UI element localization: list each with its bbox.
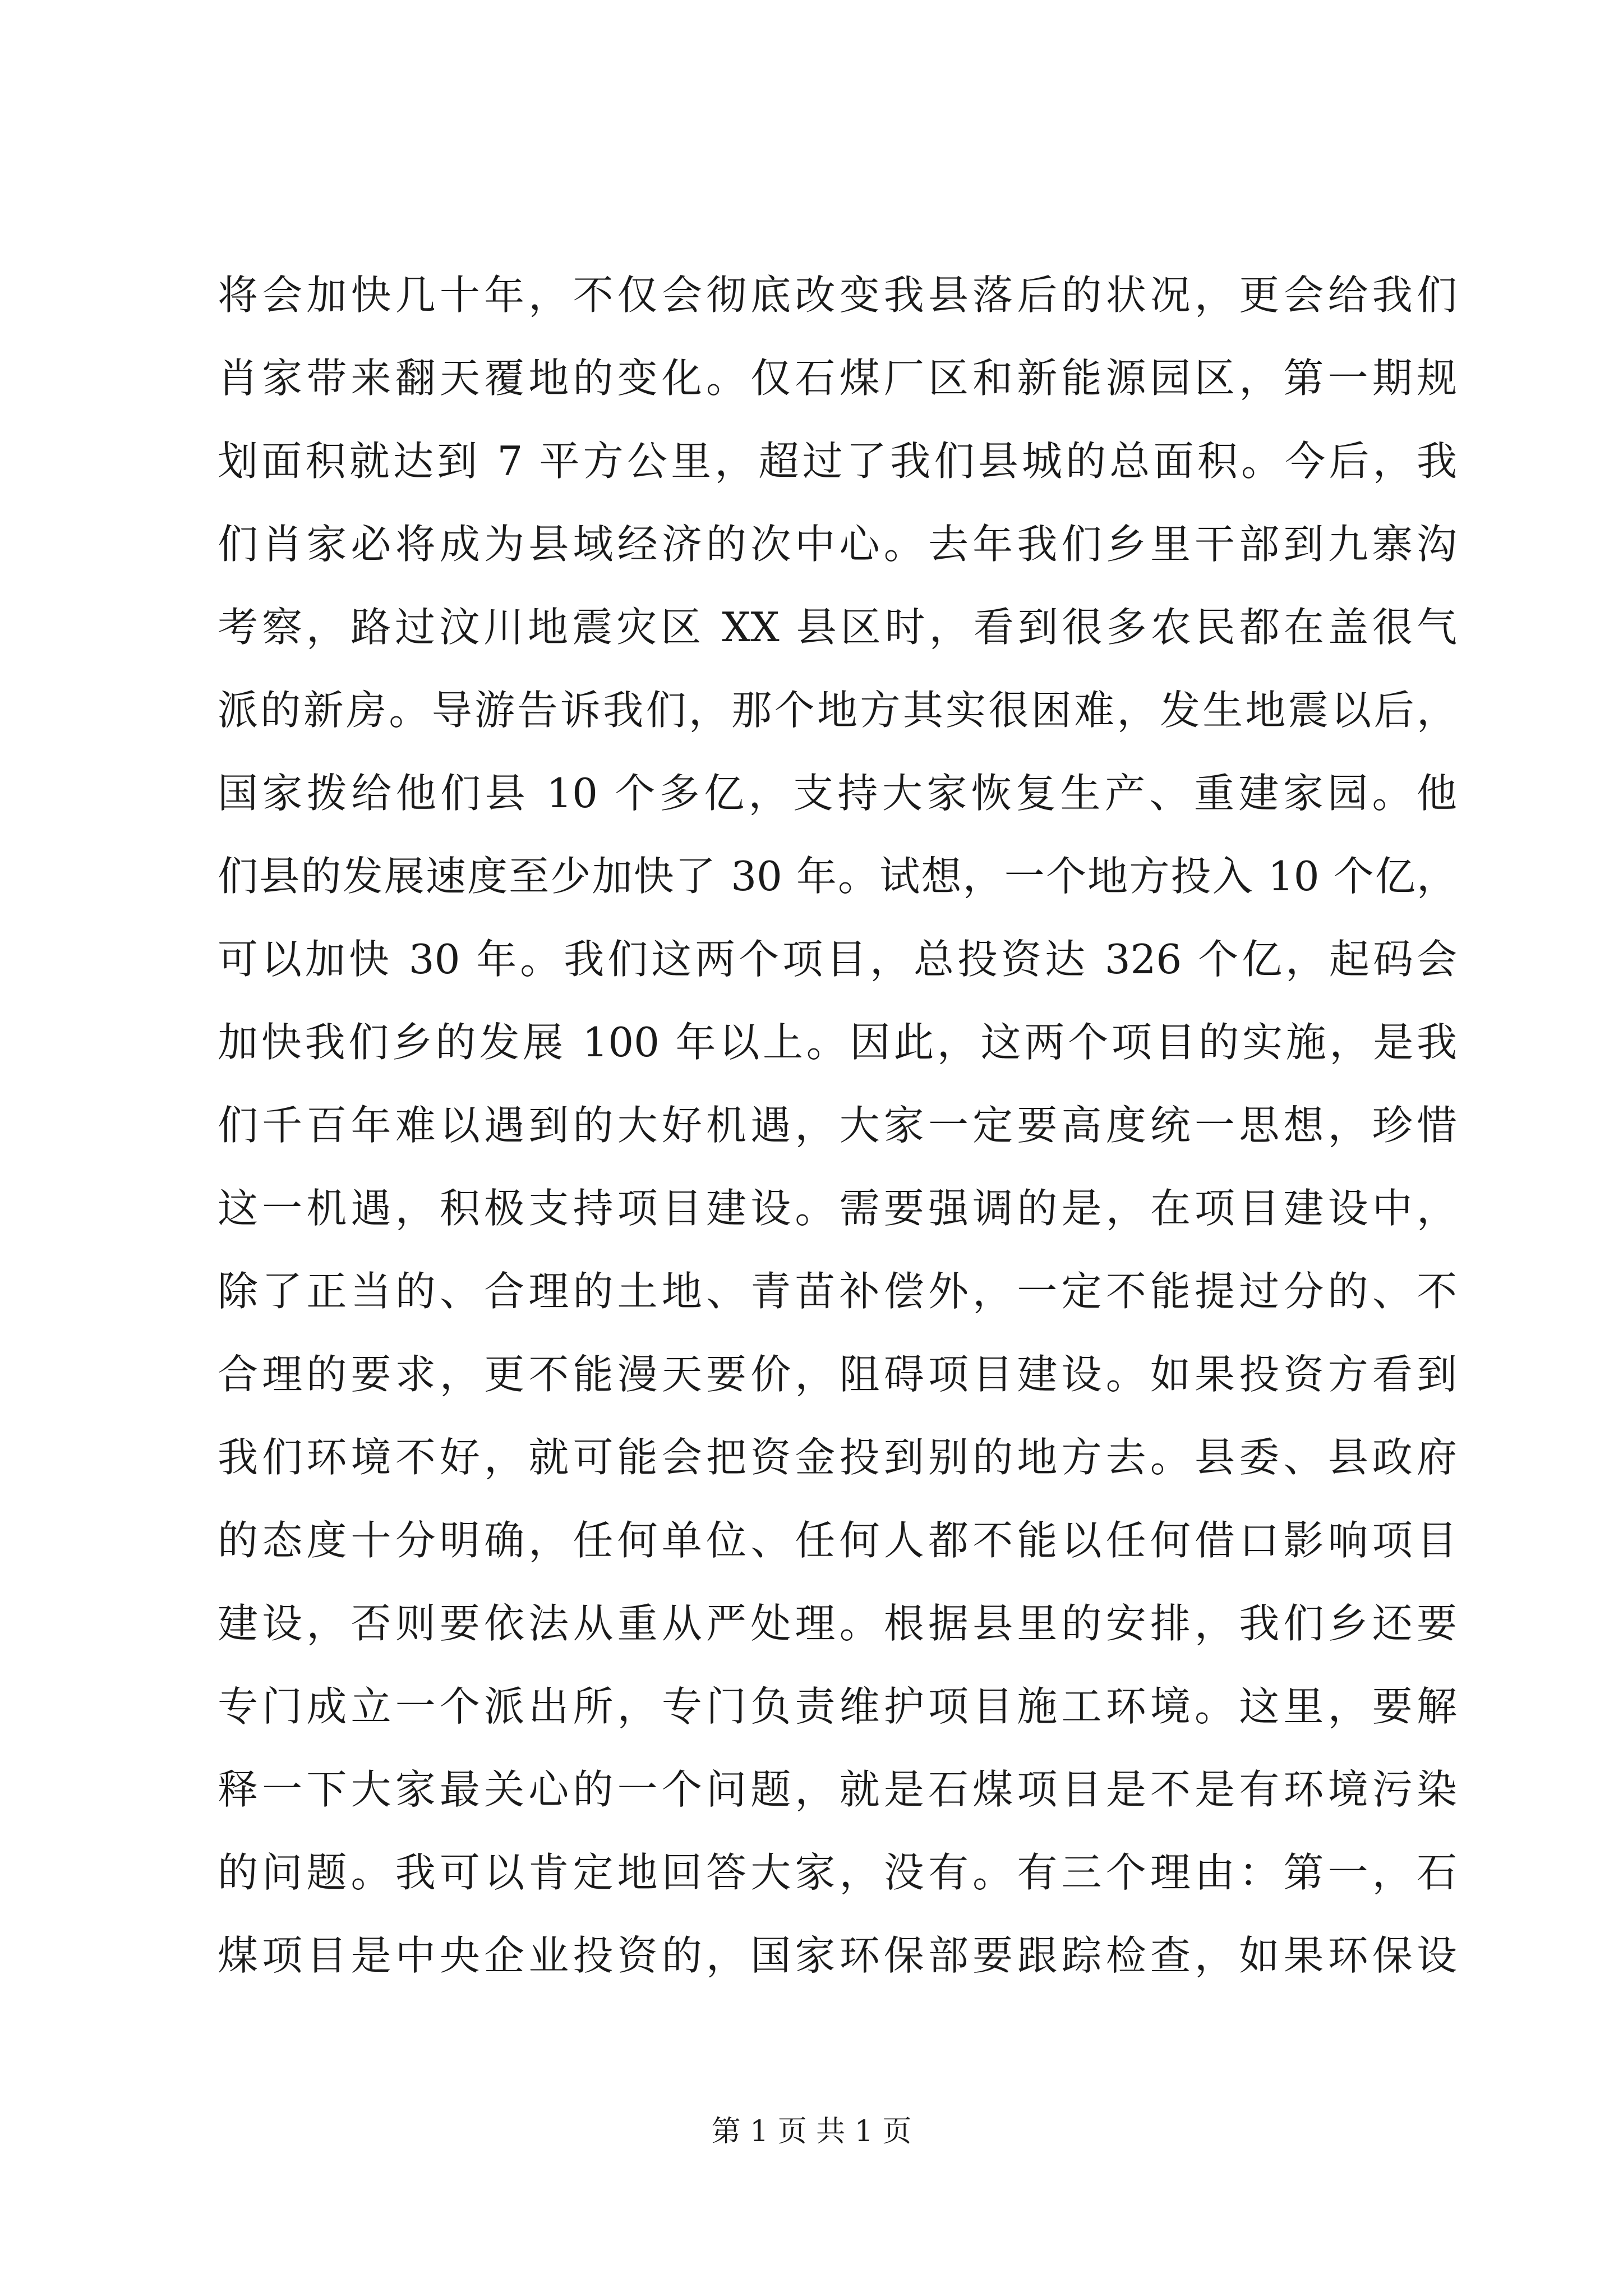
text-line: 除了正当的、合理的土地、青苗补偿外，一定不能提过分的、不 xyxy=(218,1268,1457,1315)
page-footer: 第 1 页 共 1 页 xyxy=(711,2115,912,2148)
text-line: 专门成立一个派出所，专门负责维护项目施工环境。这里，要解 xyxy=(218,1683,1457,1730)
text-line: 国家拨给他们县 10 个多亿，支持大家恢复生产、重建家园。他 xyxy=(218,770,1457,817)
text-line: 们县的发展速度至少加快了 30 年。试想，一个地方投入 10 个亿， xyxy=(218,853,1457,900)
text-line: 建设，否则要依法从重从严处理。根据县里的安排，我们乡还要 xyxy=(218,1600,1457,1647)
text-line: 们肖家必将成为县域经济的次中心。去年我们乡里干部到九寨沟 xyxy=(218,521,1457,568)
text-line: 们千百年难以遇到的大好机遇，大家一定要高度统一思想，珍惜 xyxy=(218,1102,1457,1149)
text-line: 释一下大家最关心的一个问题，就是石煤项目是不是有环境污染 xyxy=(218,1766,1457,1813)
body-text xyxy=(218,254,1457,1997)
text-line: 我们环境不好，就可能会把资金投到别的地方去。县委、县政府 xyxy=(218,1434,1457,1481)
text-line: 派的新房。导游告诉我们，那个地方其实很困难，发生地震以后， xyxy=(218,687,1457,734)
text-line: 划面积就达到 7 平方公里，超过了我们县城的总面积。今后，我 xyxy=(218,438,1457,485)
text-line: 的问题。我可以肯定地回答大家，没有。有三个理由：第一，石 xyxy=(218,1849,1457,1896)
text-line: 肖家带来翻天覆地的变化。仅石煤厂区和新能源园区，第一期规 xyxy=(218,355,1457,402)
text-line: 加快我们乡的发展 100 年以上。因此，这两个项目的实施，是我 xyxy=(218,1019,1457,1066)
text-line: 合理的要求，更不能漫天要价，阻碍项目建设。如果投资方看到 xyxy=(218,1351,1457,1398)
text-line: 可以加快 30 年。我们这两个项目，总投资达 326 个亿，起码会 xyxy=(218,936,1457,983)
text-line: 考察，路过汶川地震灾区 XX 县区时，看到很多农民都在盖很气 xyxy=(218,604,1457,651)
text-line: 的态度十分明确，任何单位、任何人都不能以任何借口影响项目 xyxy=(218,1517,1457,1564)
text-line: 煤项目是中央企业投资的，国家环保部要跟踪检查，如果环保设 xyxy=(218,1932,1457,1979)
text-line: 将会加快几十年，不仅会彻底改变我县落后的状况，更会给我们 xyxy=(218,272,1457,319)
text-line: 这一机遇，积极支持项目建设。需要强调的是，在项目建设中， xyxy=(218,1185,1457,1232)
